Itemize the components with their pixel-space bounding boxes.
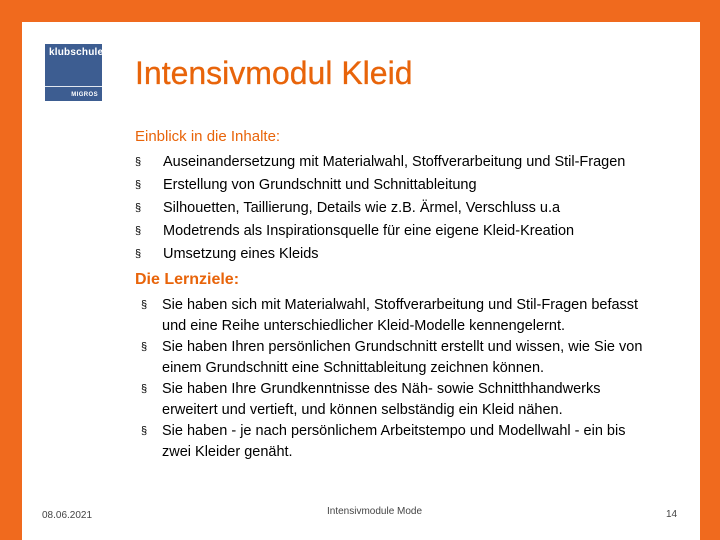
slide-title: Intensivmodul Kleid [135, 55, 413, 91]
list-item-line: Sie haben Ihren persönlichen Grundschnitt erstellt und wissen, wie Sie von [162, 339, 643, 355]
list-item [135, 421, 695, 463]
list-item [135, 220, 695, 243]
logo-divider [45, 86, 102, 87]
list-item-line: Sie haben - je nach persönlichem Arbeitstempo und Modellwahl - ein bis [162, 423, 626, 439]
list-item-text: Auseinandersetzung mit Materialwahl, Stoffverarbeitung und Stil-Fragen [163, 154, 626, 170]
bullet-icon: § [135, 202, 142, 214]
logo-bottom-text: MIGROS [71, 92, 98, 98]
list-item [135, 151, 695, 174]
bullet-icon: § [135, 248, 142, 260]
bullet-icon: § [141, 341, 148, 353]
klubschule-migros-logo [45, 44, 102, 101]
list-item-text: Modetrends als Inspirationsquelle für eine eigene Kleid-Kreation [163, 223, 575, 239]
list-item-line: Sie haben sich mit Materialwahl, Stoffverarbeitung und Stil-Fragen befasst [162, 297, 639, 313]
learning-goals-heading: Die Lernziele: [135, 271, 240, 288]
list-item [135, 337, 695, 379]
list-item-text: Silhouetten, Taillierung, Details wie z.B. Ärmel, Verschluss u.a [163, 200, 561, 216]
orange-frame-left [0, 0, 22, 540]
list-item [135, 174, 695, 197]
list-item-line: Sie haben Ihre Grundkenntnisse des Näh- sowie Schnitthhandwerks [162, 381, 601, 397]
list-item [135, 295, 695, 337]
footer-date: 08.06.2021 [42, 510, 93, 521]
bullet-icon: § [141, 299, 148, 311]
bullet-icon: § [135, 225, 142, 237]
list-item [135, 379, 695, 421]
contents-heading: Einblick in die Inhalte: [135, 128, 281, 145]
list-item-line: zwei Kleider genäht. [162, 444, 293, 460]
bullet-icon: § [135, 179, 142, 191]
footer-course-name: Intensivmodule Mode [327, 506, 423, 517]
list-item-line: einem Grundschnitt eine Schnittableitung zeichnen können. [162, 360, 545, 376]
list-item-text: Umsetzung eines Kleids [163, 246, 319, 262]
list-item-text: Erstellung von Grundschnitt und Schnittableitung [163, 177, 477, 193]
list-item [135, 197, 695, 220]
bullet-icon: § [135, 156, 142, 168]
contents-list [135, 151, 695, 266]
page-number: 14 [666, 509, 678, 520]
bullet-icon: § [141, 383, 148, 395]
list-item-line: erweitert und vertieft, und können selbständig ein Kleid nähen. [162, 402, 563, 418]
bullet-icon: § [141, 425, 148, 437]
list-item-line: und eine Reihe unterschiedlicher Kleid-Modelle kennengelernt. [162, 318, 566, 334]
orange-frame-right [700, 0, 720, 540]
learning-goals-list [135, 295, 695, 463]
list-item [135, 243, 695, 266]
logo-top-text: klubschule [49, 47, 104, 58]
orange-frame-top [0, 0, 720, 22]
